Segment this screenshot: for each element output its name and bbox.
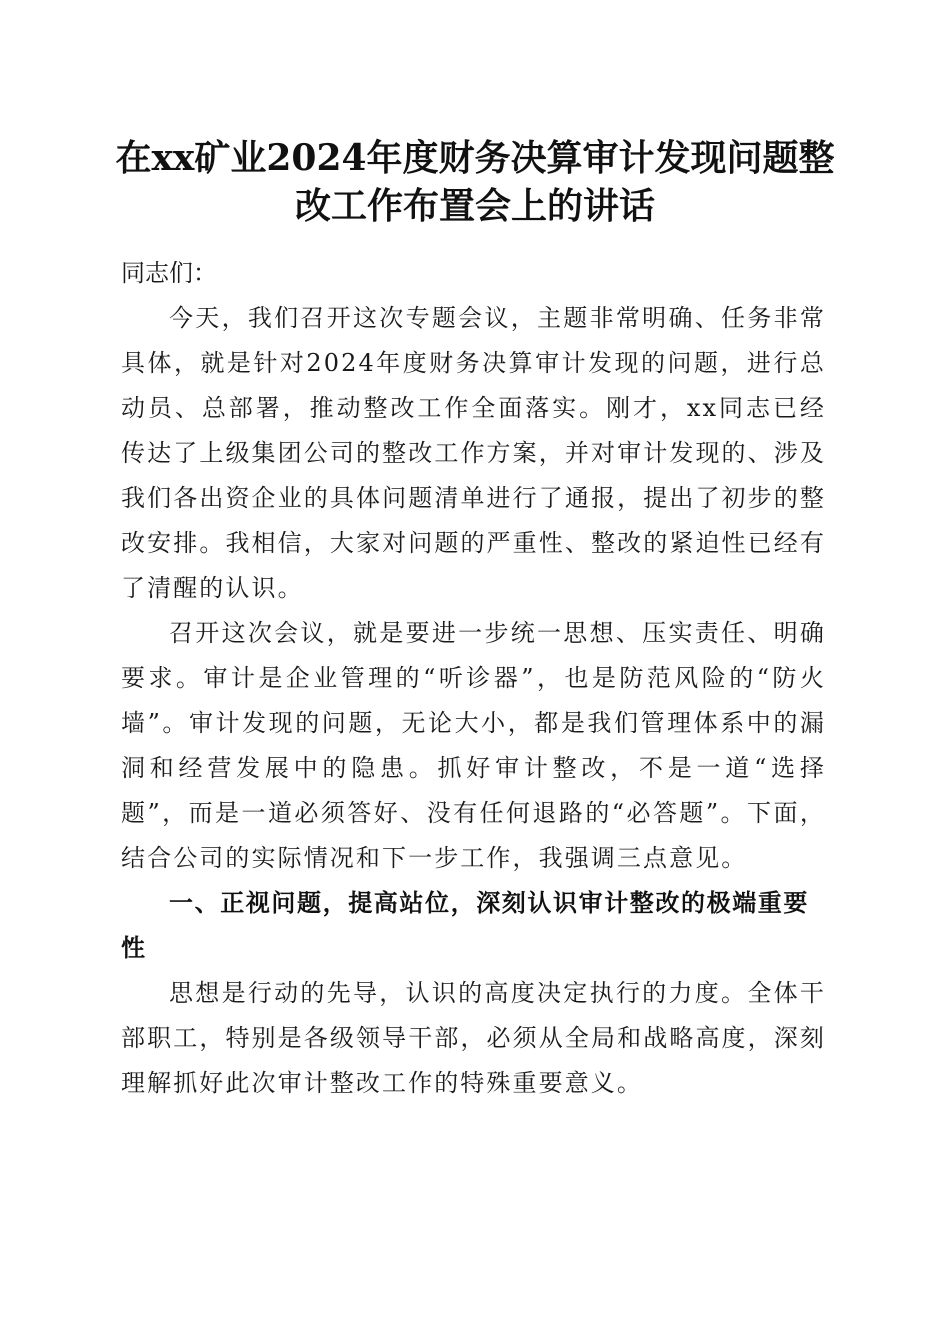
title-line-1: 在xx矿业2024年度财务决算审计发现问题整 bbox=[115, 137, 835, 179]
document-body bbox=[121, 251, 826, 1106]
section-1-paragraph: 思想是行动的先导，认识的高度决定执行的力度。全体干部职工，特别是各级领导干部，必须从全局和战略高度，深刻理解抓好此次审计整改工作的特殊重要意义。 bbox=[121, 979, 826, 1097]
paragraph-purpose: 召开这次会议，就是要进一步统一思想、压实责任、明确要求。审计是企业管理的“听诊器”，也是防范风险的“防火墙”。审计发现的问题，无论大小，都是我们管理体系中的漏洞和经营发展中的隐患。抓好审计整改，不是一道“选择题”，而是一道必须答好、没有任何退路的“必答题”。下面，结合公司的实际情况和下一步工作，我强调三点意见。 bbox=[121, 619, 826, 872]
document-title bbox=[100, 134, 850, 230]
title-line-2: 改工作布置会上的讲话 bbox=[294, 185, 655, 227]
greeting: 同志们： bbox=[121, 259, 217, 287]
paragraph-opening: 今天，我们召开这次专题会议，主题非常明确、任务非常具体，就是针对2024年度财务决算审计发现的问题，进行总动员、总部署，推动整改工作全面落实。刚才，xx同志已经传达了上级集团公司的整改工作方案，并对审计发现的、涉及我们各出资企业的具体问题清单进行了通报，提出了初步的整改安排。我相信，大家对问题的严重性、整改的紧迫性已经有了清醒的认识。 bbox=[121, 304, 826, 602]
section-heading-1: 一、正视问题，提高站位，深刻认识审计整改的极端重要性 bbox=[121, 889, 809, 962]
